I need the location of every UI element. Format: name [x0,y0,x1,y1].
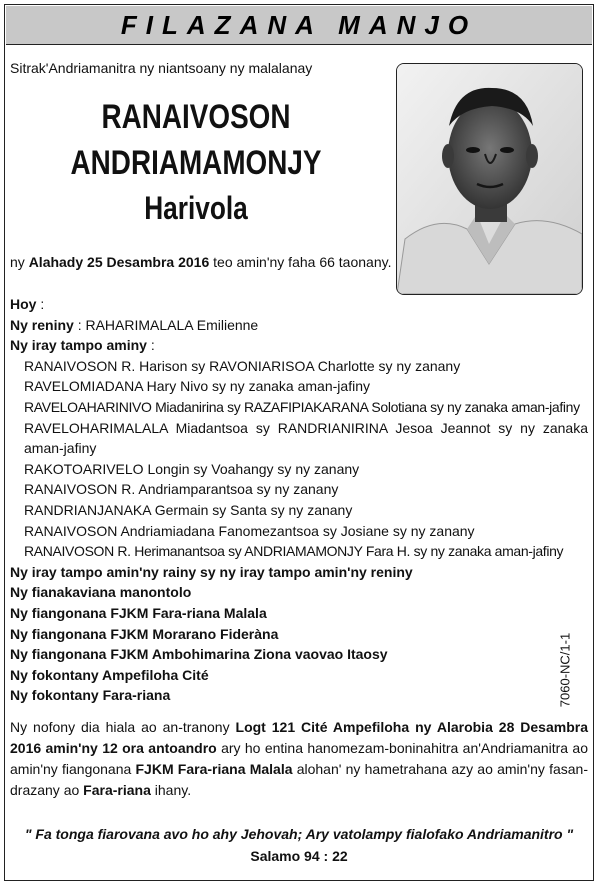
death-prefix: ny [10,254,29,270]
intro-text: Sitrak'Andriamanitra ny niantsoany ny malalanay [10,60,313,76]
funeral-text-1: Ny nofony dia hiala ao an-tranony [10,719,236,735]
relative-group [10,603,588,624]
siblings-heading [10,335,588,356]
header-banner [6,6,592,45]
relative-group [10,644,588,665]
relative-group-label: Ny fiangonana FJKM Fara-riana Malala [10,604,267,621]
relative-group [10,665,588,686]
sibling-item: RAVELOHARIMALALA Miadantsoa sy RANDRIANIRINA Jesoa Jeannot sy ny zanaka aman-jafiny [24,419,588,457]
relative-group [10,562,588,583]
page-title: FILAZANA MANJO [120,9,478,40]
mother-line [10,315,588,336]
deceased-surname: RANAIVOSON [101,98,291,136]
bible-reference: Salamo 94 : 22 [250,848,348,864]
sibling-item: RAVELOMIADANA Hary Nivo sy ny zanaka aman-jafiny [24,378,370,395]
hoy-line [10,294,588,315]
bible-quote: " Fa tonga fiarovana avo ho ahy Jehovah; Ary vatolampy fialofako Andriamanitro " [24,826,574,842]
funeral-location-time: Logt 121 Cité Ampefiloha ny Alarobia 28 Desambra 2016 amin'ny 12 ora antoandro [10,719,588,756]
sibling-item: RANAIVOSON R. Herimanantsoa sy ANDRIAMAMONJY Fara H. sy ny zanaka aman-jafiny [24,543,564,560]
funeral-paragraph [10,717,588,801]
siblings-colon: : [146,337,155,354]
mother-label: Ny reniny [10,316,74,333]
relative-group-label: Ny fokontany Fara-riana [10,687,171,704]
death-line [10,254,391,270]
deceased-given-name: Harivola [144,190,248,226]
sibling-item: RANDRIANJANAKA Germain sy Santa sy ny zanany [24,501,353,518]
relative-group [10,582,588,603]
relative-group [10,624,588,645]
reference-code [558,625,572,715]
portrait-photo [396,63,583,295]
funeral-burial-place: Fara-riana [83,782,151,798]
funeral-church: FJKM Fara-riana Malala [135,761,293,777]
sibling-item: RANAIVOSON Andriamiadana Fanomezantsoa sy Josiane sy ny zanany [24,522,475,539]
funeral-text-2: ary ho entina hanomezam-boninahitra an'Andriamanitra ao amin'ny fiangonana [10,740,588,777]
sibling-item: RAKOTOARIVELO Longin sy Voahangy sy ny zanany [24,460,360,477]
hoy-label: Hoy [10,296,37,312]
funeral-text-3: alohan' ny hametrahana azy ao amin'ny fasan-drazany ao [10,761,588,798]
funeral-text-4: ihany. [150,782,192,798]
relative-group-label: Ny fokontany Ampefiloha Cité [10,666,209,683]
deceased-surname-2: ANDRIAMAMONJY [70,144,322,182]
portrait-image [397,64,582,294]
reference-text: 7060-NC/1-1 [557,632,573,708]
sibling-item: RANAIVOSON R. Harison sy RAVONIARISOA Charlotte sy ny zanany [24,357,461,374]
hoy-colon: : [36,296,45,312]
relative-group-label: Ny fiangonana FJKM Morarano Fideràna [10,625,279,642]
family-list [10,294,588,706]
sibling-item: RAVELOAHARINIVO Miadanirina sy RAZAFIPIAKARANA Solotiana sy ny zanaka aman-jafiny [24,398,580,415]
mother-name: : RAHARIMALALA Emilienne [73,316,259,333]
siblings-label: Ny iray tampo aminy [10,337,147,354]
relative-group-label: Ny fiangonana FJKM Ambohimarina Ziona vaovao Itaosy [10,646,388,663]
relative-group-label: Ny fianakaviana manontolo [10,584,192,601]
death-suffix: teo amin'ny faha 66 taonany. [209,254,392,270]
relative-group-label: Ny iray tampo amin'ny rainy sy ny iray tampo amin'ny reniny [10,563,413,580]
sibling-item: RANAIVOSON R. Andriamparantsoa sy ny zanany [24,481,339,498]
relative-group [10,685,588,706]
death-date: Alahady 25 Desambra 2016 [28,254,210,270]
